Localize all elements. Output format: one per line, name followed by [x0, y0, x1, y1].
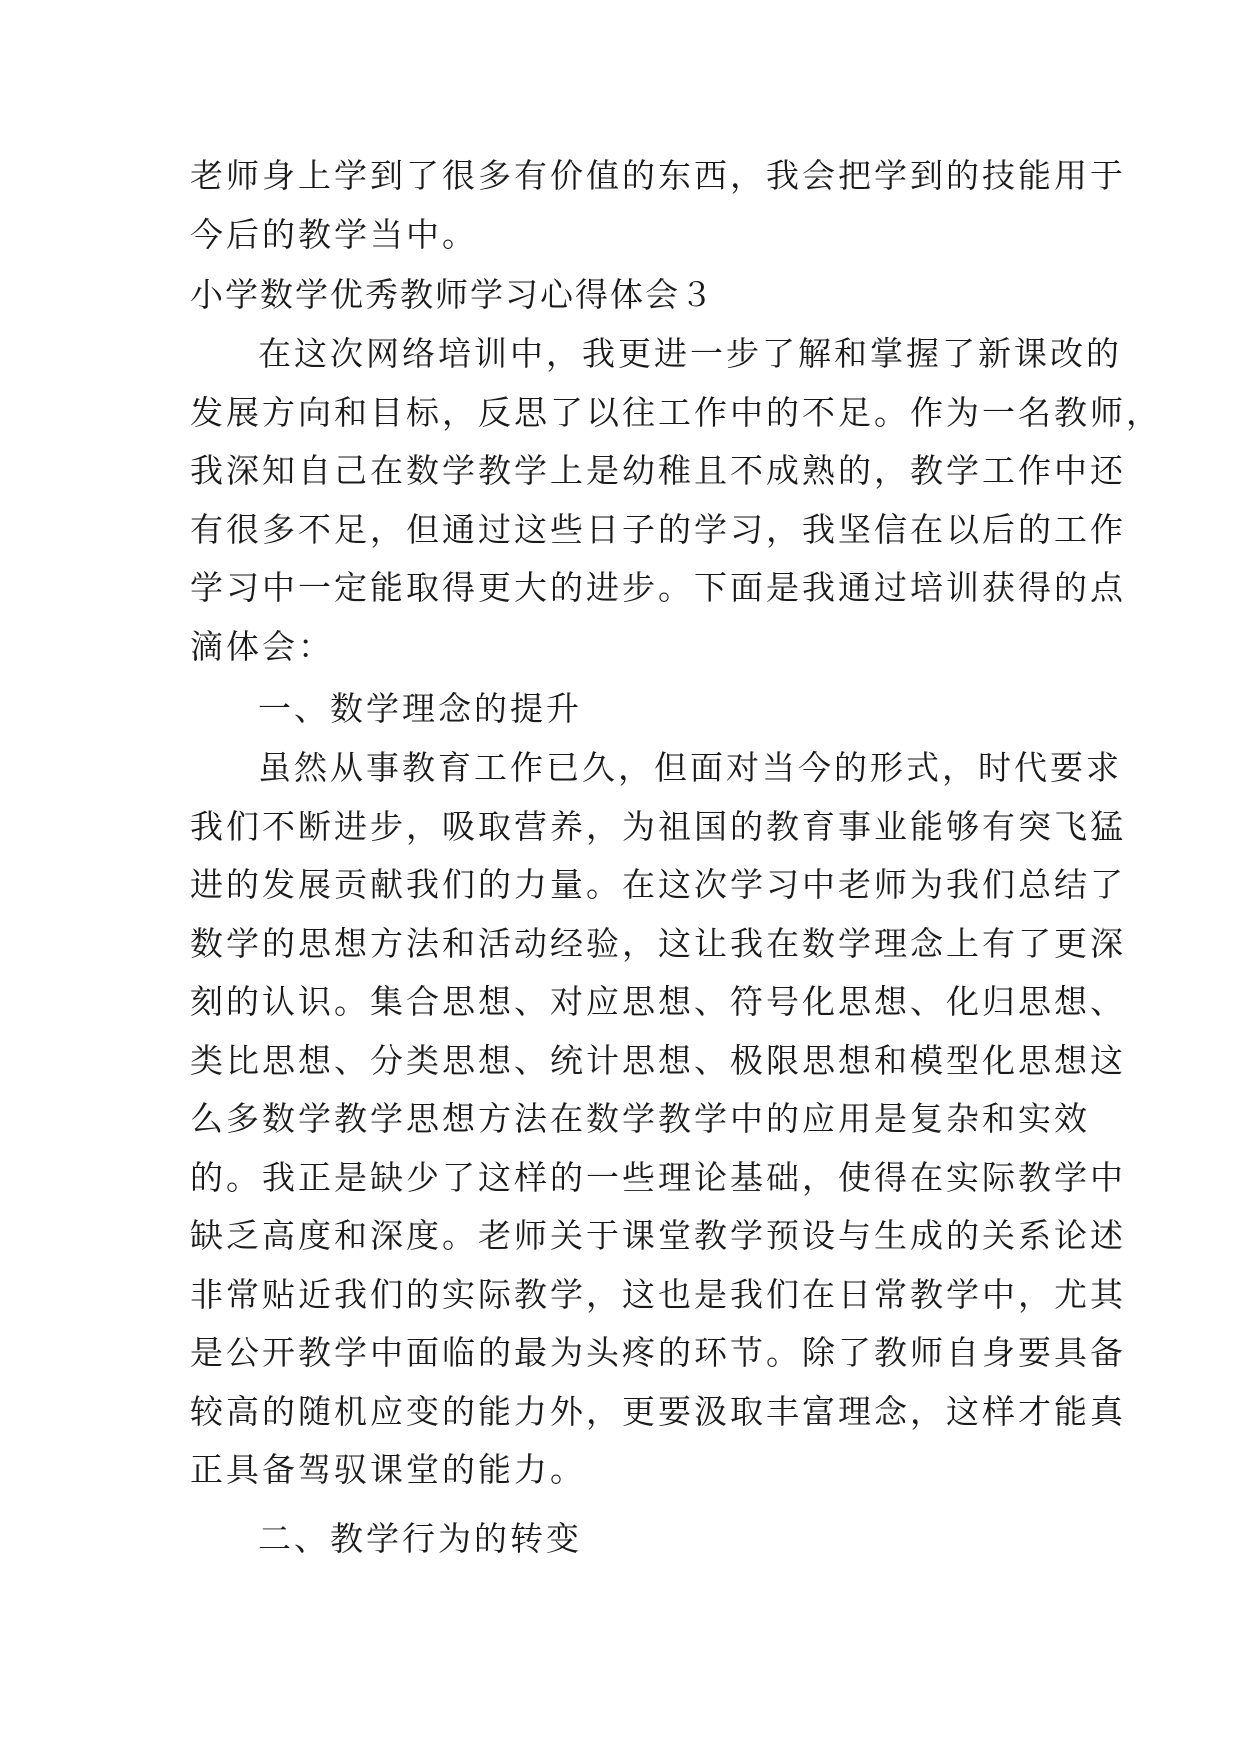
- text-line: 我深知自己在数学教学上是幼稚且不成熟的，教学工作中还: [190, 451, 1126, 490]
- text-line: 学习中一定能取得更大的进步。下面是我通过培训获得的点: [190, 568, 1126, 607]
- text-line: 较高的随机应变的能力外，更要汲取丰富理念，这样才能真: [190, 1391, 1126, 1431]
- text-line: 非常贴近我们的实际教学，这也是我们在日常教学中，尤其: [190, 1274, 1126, 1314]
- intro-paragraph: [190, 147, 1126, 264]
- paragraph-concept: [190, 739, 1126, 1500]
- text-line: 正具备驾驭课堂的能力。: [190, 1450, 586, 1489]
- heading-behavior: 二、教学行为的转变: [258, 1519, 582, 1558]
- text-line: 老师身上学到了很多有价值的东西，我会把学到的技能用于: [190, 156, 1126, 195]
- section-title: 小学数学优秀教师学习心得体会３: [190, 275, 715, 314]
- text-line: 么多数学教学思想方法在数学教学中的应用是复杂和实效: [190, 1099, 1090, 1138]
- text-line: 滴体会：: [190, 626, 334, 666]
- text-line: 是公开教学中面临的最为头疼的环节。除了教师自身要具备: [190, 1333, 1126, 1372]
- text-line: 在这次网络培训中，我更进一步了解和掌握了新课改的: [258, 334, 1122, 373]
- text-line: 的。我正是缺少了这样的一些理论基础，使得在实际教学中: [190, 1157, 1126, 1197]
- text-line: 我们不断进步，吸取营养，为祖国的教育事业能够有突飞猛: [190, 806, 1126, 846]
- text-line: 缺乏高度和深度。老师关于课堂教学预设与生成的关系论述: [190, 1216, 1126, 1255]
- text-line: 刻的认识。集合思想、对应思想、符号化思想、化归思想、: [190, 982, 1126, 1021]
- text-line: 有很多不足，但通过这些日子的学习，我坚信在以后的工作: [190, 509, 1126, 549]
- text-line: 进的发展贡献我们的力量。在这次学习中老师为我们总结了: [190, 865, 1126, 904]
- heading-concept: 一、数学理念的提升: [258, 689, 582, 728]
- text-line: 发展方向和目标，反思了以往工作中的不足。作为一名教师，: [190, 392, 1162, 432]
- text-line: 数学的思想方法和活动经验，这让我在数学理念上有了更深: [190, 923, 1126, 963]
- text-line: 虽然从事教育工作已久，但面对当今的形式，时代要求: [258, 748, 1122, 787]
- text-line: 类比思想、分类思想、统计思想、极限思想和模型化思想这: [190, 1040, 1126, 1080]
- text-line: 今后的教学当中。: [190, 214, 478, 254]
- paragraph-intro-training: [190, 325, 1162, 676]
